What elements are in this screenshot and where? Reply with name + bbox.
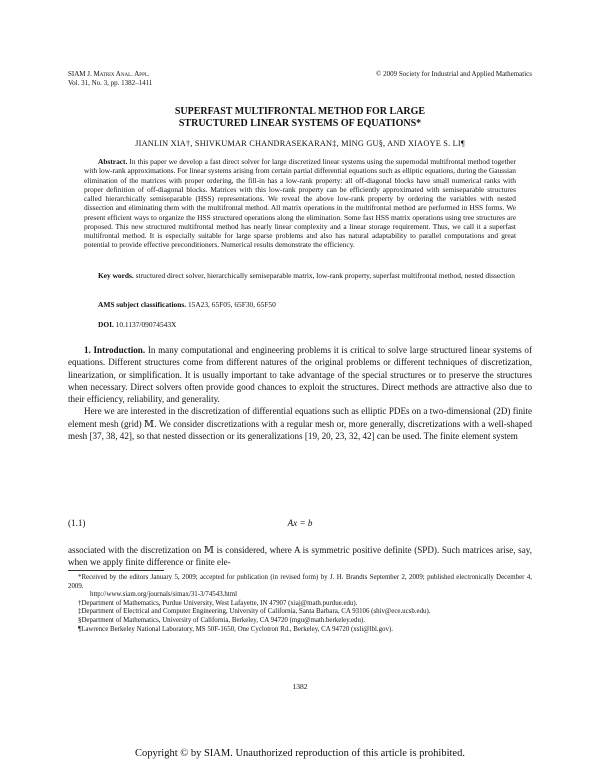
paper-title [68, 106, 532, 130]
intro-paragraph-2: Here we are interested in the discretization of differential equations such as elliptic PDEs on a two-dimensional (2D) finite element mesh (grid) 𝕄. We consider discretizations with a regular mesh or, more generally, discretizations with a well-shaped mesh [37, 38, 42], so that nested dissection or its generalizations [19, 20, 23, 32, 42] can be used. The finite element system [68, 406, 532, 442]
footnote-li: ¶Lawrence Berkeley National Laboratory, MS 50F-1650, One Cyclotron Rd., Berkeley, CA 94720 (xsli@lbl.gov). [78, 625, 393, 633]
journal-name: SIAM J. Matrix Anal. Appl. [68, 70, 150, 78]
doi-text: 10.1137/09074543X [115, 320, 177, 329]
equation-body: Ax = b [287, 518, 313, 528]
footnote-rule [68, 570, 164, 571]
footnote-gu: §Department of Mathematics, University of California, Berkeley, CA 94720 (mgu@math.berkeley.edu). [78, 616, 365, 624]
footnotes [68, 574, 532, 634]
ams-label: AMS subject classifications. [98, 300, 187, 309]
doi [84, 320, 516, 329]
abstract-label: Abstract. [98, 157, 128, 166]
ams-text: 15A23, 65F05, 65F30, 65F50 [187, 300, 276, 309]
keywords-text: structured direct solver, hierarchically semiseparable matrix, low-rank property, superfast multifrontal method, nested dissection [135, 271, 515, 280]
footnote-received: *Received by the editors January 5, 2009; accepted for publication (in revised form) by J. H. Brandts September 2, 2009; published electronically December 4, 2009. [68, 574, 532, 590]
introduction-section [68, 344, 532, 442]
section-heading: 1. Introduction. [84, 345, 146, 355]
footnote-url: http://www.siam.org/journals/simax/31-3/74543.html [90, 591, 237, 599]
intro-paragraph-1 [68, 344, 532, 405]
intro-paragraph-3: associated with the discretization on 𝕄 is considered, where A is symmetric positive definite (SPD). Such matrices arise, say, when we apply finite difference or finite ele- [68, 545, 532, 568]
journal-volume: Vol. 31, No. 3, pp. 1382–1411 [68, 79, 153, 87]
page-number: 1382 [292, 682, 308, 691]
doi-label: DOI. [98, 320, 114, 329]
ams-classification [84, 300, 516, 309]
abstract-text: In this paper we develop a fast direct solver for large discretized linear systems using the supernodal multifrontal method together with low-rank approximations. For linear systems arising from certain partial differential equations such as elliptic equations, during the Gaussian elimination of the matrices with proper ordering, the fill-in has a low-rank property: all off-diagonal blocks have small numerical ranks with proper definition of off-diagonal blocks. Matrices with this low-rank property can be efficiently approximated with semiseparable structures called hierarchically semiseparable (HSS) representations. We reveal the above low-rank property by ordering the variables with nested dissection and eliminating them with the multifrontal method. All matrix operations in the multifrontal method are performed in HSS forms. We present efficient ways to organize the HSS structured operations along the elimination. Some fast HSS matrix operations using tree structures are proposed. This new structured multifrontal method has nearly linear complexity and a linear storage requirement. Thus, we call it a superfast multifrontal method. It is especially suitable for large sparse problems and also has natural adaptability to parallel computations and great potential to provide effective preconditioners. Numerical results demonstrate the efficiency. [84, 157, 516, 250]
abstract [84, 157, 516, 250]
keywords [84, 271, 516, 280]
keywords-label: Key words. [98, 271, 134, 280]
author-list: JIANLIN XIA†, SHIVKUMAR CHANDRASEKARAN‡, MING GU§, AND XIAOYE S. LI¶ [135, 139, 465, 148]
intro-paragraph-1-text: In many computational and engineering problems it is critical to solve large structured linear systems of equations. Different structures come from different natures of the original problems or different techniques of discretization, linearization, or simplification. It is usually important to take advantage of the special structures or to preserve the structures when necessary. Direct solvers often provide good chances to exploit the structures. Direct methods are attractive also due to their efficiency, reliability, and generality. [68, 345, 532, 405]
journal-copyright: © 2009 Society for Industrial and Applied Mathematics [376, 70, 532, 78]
equation-1-1 [68, 518, 532, 532]
equation-number: (1.1) [68, 518, 86, 528]
copyright-notice: Copyright © by SIAM. Unauthorized reproduction of this article is prohibited. [135, 748, 465, 759]
title-line-2: STRUCTURED LINEAR SYSTEMS OF EQUATIONS* [178, 118, 422, 129]
title-line-1: SUPERFAST MULTIFRONTAL METHOD FOR LARGE [174, 106, 426, 117]
journal-header [68, 70, 152, 88]
footnote-chandrasekaran: ‡Department of Electrical and Computer Engineering, University of California, Santa Barbara, CA 93106 (shiv@ece.ucsb.edu). [78, 608, 431, 616]
footnote-xia: †Department of Mathematics, Purdue University, West Lafayette, IN 47907 (xiaj@math.purdue.edu). [78, 599, 358, 607]
